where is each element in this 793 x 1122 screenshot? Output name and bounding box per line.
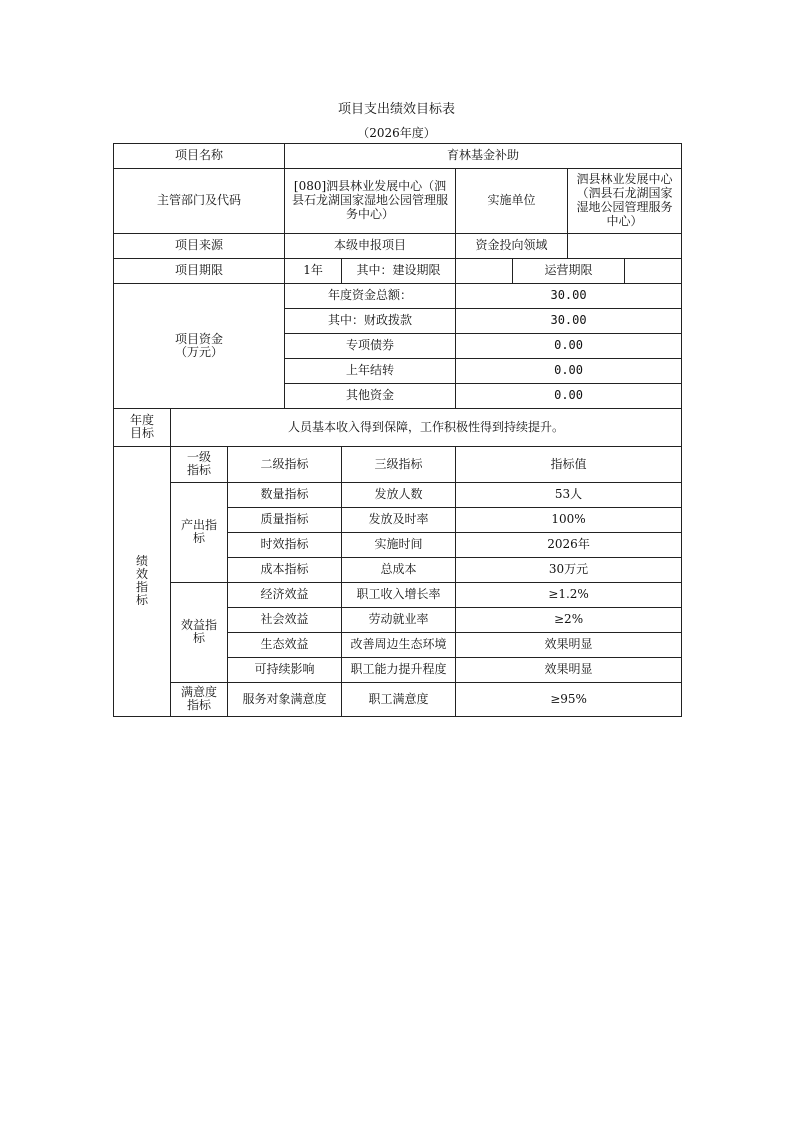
fund-row-value: 30.00 [456, 309, 682, 334]
group-benefit-cell [171, 583, 228, 683]
indicator-l2: 成本指标 [228, 558, 342, 583]
group-satisfaction-label: 满意度指标 [180, 685, 217, 713]
ops-period-value [625, 259, 682, 284]
fund-row-label: 其中：财政拨款 [285, 309, 456, 334]
indicator-l2: 经济效益 [228, 583, 342, 608]
annual-goal-text: 人员基本收入得到保障，工作积极性得到持续提升。 [171, 409, 682, 447]
indicator-l3: 发放及时率 [342, 508, 456, 533]
indicator-l2: 数量指标 [228, 483, 342, 508]
header-l1 [171, 447, 228, 483]
annual-goal-label-cell [114, 409, 171, 447]
indicators-label-cell [114, 447, 171, 717]
fund-row-value: 30.00 [456, 284, 682, 309]
project-name-value: 育林基金补助 [285, 144, 682, 169]
indicator-value: ≥1.2% [456, 583, 682, 608]
funds-label: 项目资金 [175, 331, 224, 346]
page-title: 项目支出绩效目标表 [337, 102, 455, 117]
indicator-l3: 发放人数 [342, 483, 456, 508]
group-benefit-label: 效益指标 [180, 618, 217, 646]
indicator-value: 53人 [456, 483, 682, 508]
header-l1-text: 一级指标 [186, 450, 211, 478]
indicator-l3: 职工满意度 [342, 683, 456, 717]
fund-row-value: 0.00 [456, 359, 682, 384]
fund-row-label: 年度资金总额： [285, 284, 456, 309]
fund-row-value: 0.00 [456, 334, 682, 359]
period-value: 1年 [285, 259, 342, 284]
invest-field-label: 资金投向领域 [456, 234, 568, 259]
fund-row-label: 上年结转 [285, 359, 456, 384]
period-label: 项目期限 [114, 259, 285, 284]
header-l2: 二级指标 [228, 447, 342, 483]
dept-label: 主管部门及代码 [114, 169, 285, 234]
source-value: 本级申报项目 [285, 234, 456, 259]
header-value: 指标值 [456, 447, 682, 483]
dept-value: [080]泗县林业发展中心（泗县石龙湖国家湿地公园管理服务中心） [285, 169, 456, 234]
project-name-label: 项目名称 [114, 144, 285, 169]
ops-period-label: 运营期限 [513, 259, 625, 284]
annual-goal-label: 年度目标 [129, 413, 154, 441]
fund-row-value: 0.00 [456, 384, 682, 409]
indicator-value: 100% [456, 508, 682, 533]
indicator-l2: 社会效益 [228, 608, 342, 633]
group-satisfaction-cell [171, 683, 228, 717]
impl-unit-value: 泗县林业发展中心（泗县石龙湖国家湿地公园管理服务中心） [568, 169, 682, 234]
indicator-l3: 改善周边生态环境 [342, 633, 456, 658]
indicator-l3: 职工能力提升程度 [342, 658, 456, 683]
funds-label-cell [114, 284, 285, 409]
build-period-value [456, 259, 513, 284]
source-label: 项目来源 [114, 234, 285, 259]
invest-field-value [568, 234, 682, 259]
indicator-l3: 实施时间 [342, 533, 456, 558]
indicator-l3: 总成本 [342, 558, 456, 583]
indicator-l2: 质量指标 [228, 508, 342, 533]
indicator-value: 效果明显 [456, 633, 682, 658]
indicator-value: 效果明显 [456, 658, 682, 683]
fund-row-label: 专项债券 [285, 334, 456, 359]
header-l3: 三级指标 [342, 447, 456, 483]
indicator-value: 30万元 [456, 558, 682, 583]
group-output-label: 产出指标 [180, 518, 217, 546]
group-output-cell [171, 483, 228, 583]
indicator-l3: 职工收入增长率 [342, 583, 456, 608]
indicator-l2: 时效指标 [228, 533, 342, 558]
indicator-l2: 服务对象满意度 [228, 683, 342, 717]
funds-unit: （万元） [175, 345, 224, 359]
indicator-l2: 可持续影响 [228, 658, 342, 683]
indicator-l2: 生态效益 [228, 633, 342, 658]
indicators-label: 绩效指标 [135, 553, 148, 608]
indicator-value: 2026年 [456, 533, 682, 558]
page-subtitle: （2026年度） [357, 126, 436, 140]
indicator-l3: 劳动就业率 [342, 608, 456, 633]
build-period-label: 其中：建设期限 [342, 259, 456, 284]
indicator-value: ≥2% [456, 608, 682, 633]
impl-unit-label: 实施单位 [456, 169, 568, 234]
performance-table [113, 143, 682, 717]
indicator-value: ≥95% [456, 683, 682, 717]
fund-row-label: 其他资金 [285, 384, 456, 409]
